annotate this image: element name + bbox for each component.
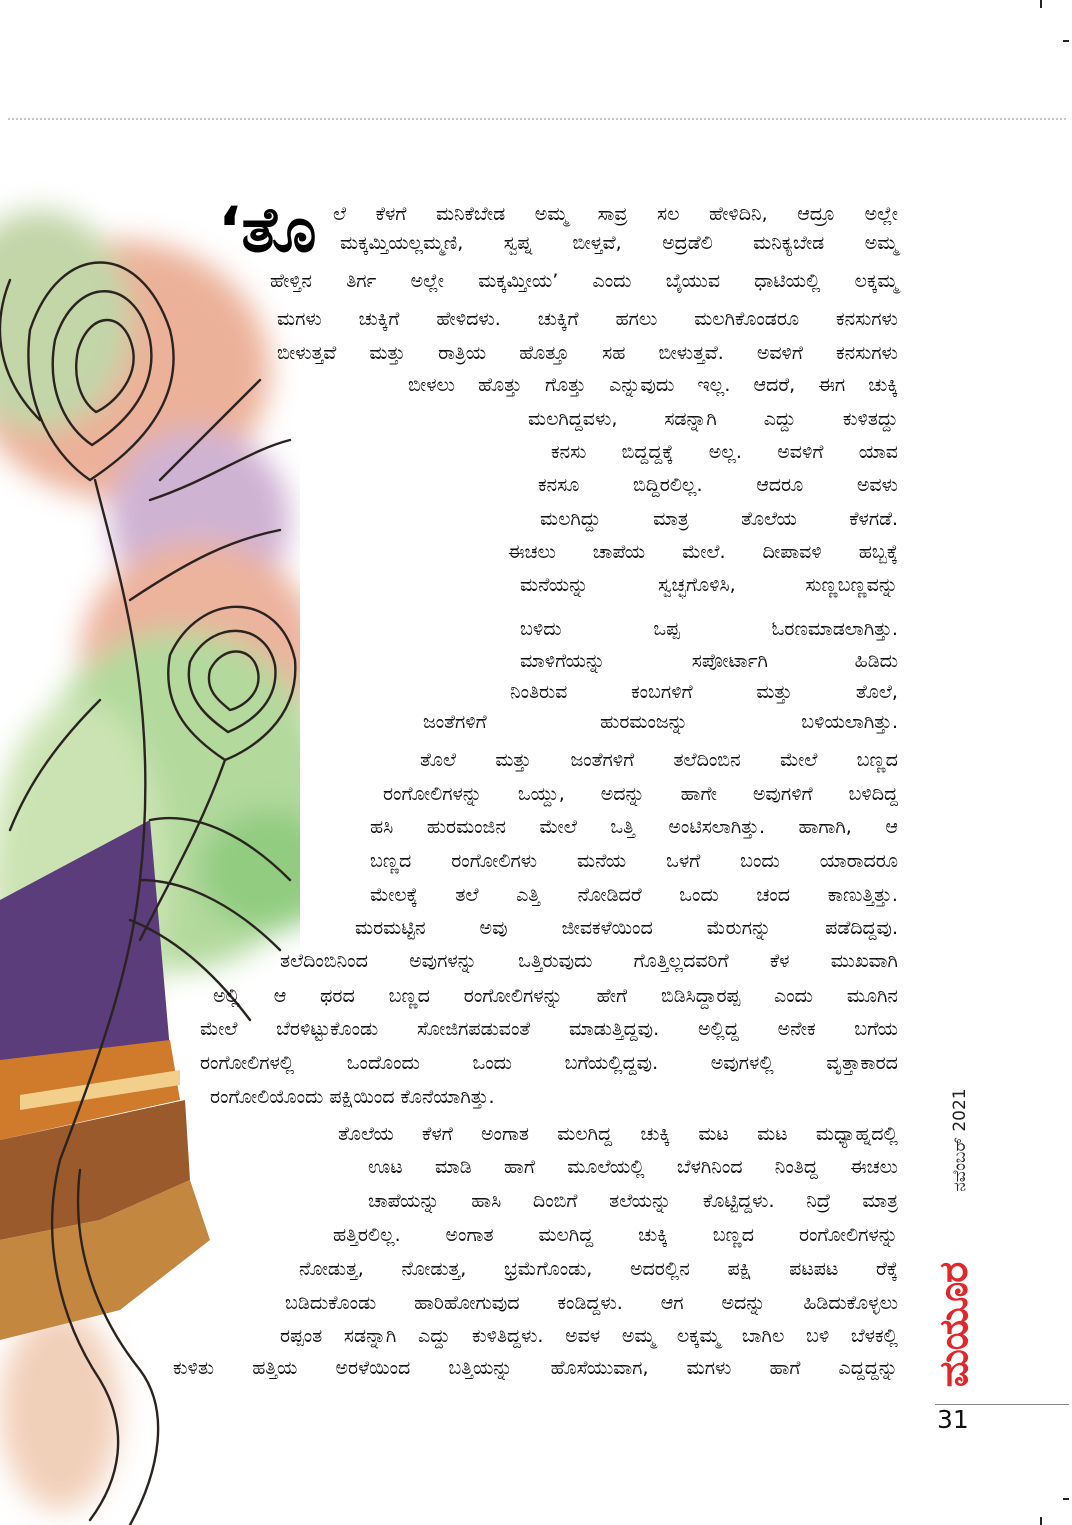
article-line: ಕನಸೂ ಬಿದ್ದಿರಲಿಲ್ಲ. ಆದರೂ ಅವಳು xyxy=(538,474,898,496)
article-line: ತಲೆದಿಂಬಿನಿಂದ ಅವುಗಳನ್ನು ಒತ್ತಿರುವುದು ಗೊತ್ತಿಲ್ಲದವರಿಗೆ ಕೆಳ ಮುಖವಾಗಿ xyxy=(280,950,898,972)
issue-date: ನವೆಂಬರ್ 2021 xyxy=(950,1088,970,1192)
article-line: ಚಾಪೆಯನ್ನು ಹಾಸಿ ದಿಂಬಿಗೆ ತಲೆಯನ್ನು ಕೊಟ್ಟಿದ್ದಳು. ನಿದ್ರೆ ಮಾತ್ರ xyxy=(368,1190,898,1212)
article-line: ಮಗಳು ಚುಕ್ಕಿಗೆ ಹೇಳಿದಳು. ಚುಕ್ಕಿಗೆ ಹಗಲು ಮಲಗಿಕೊಂಡರೂ ಕನಸುಗಳು xyxy=(277,308,898,330)
article-line: ಲೆ ಕೆಳಗೆ ಮನಿಕೆಬೇಡ ಅಮ್ಮ ಸಾವ್ರ ಸಲ ಹೇಳಿದಿನಿ, ಆದ್ರೂ ಅಲ್ಲೇ xyxy=(333,203,898,225)
article-line: ಬೀಳಲು ಹೊತ್ತು ಗೊತ್ತು ಎನ್ನುವುದು ಇಲ್ಲ. ಆದರೆ, ಈಗ ಚುಕ್ಕಿ xyxy=(408,374,898,396)
article-line: ಮರಮಟ್ಟಿನ ಅವು ಜೀವಕಳೆಯಿಂದ ಮೆರುಗನ್ನು ಪಡೆದಿದ್ದವು. xyxy=(355,917,898,939)
article-line: ಮಾಳಿಗೆಯನ್ನು ಸಪೋರ್ಟಾಗಿ ಹಿಡಿದು xyxy=(520,650,898,672)
article-line: ಜಂತೆಗಳಿಗೆ ಹುರಮಂಜನ್ನು ಬಳಿಯಲಾಗಿತ್ತು. xyxy=(423,711,898,733)
page-number: 31 xyxy=(937,1405,969,1434)
article-line: ಊಟ ಮಾಡಿ ಹಾಗೆ ಮೂಲೆಯಲ್ಲಿ ಬೆಳಗಿನಿಂದ ನಿಂತಿದ್ದ ಈಚಲು xyxy=(368,1156,898,1178)
magazine-name-block xyxy=(931,1232,977,1412)
article-line: ರಂಗೋಲಿಯೊಂದು ಪಕ್ಷಿಯಿಂದ ಕೊನೆಯಾಗಿತ್ತು. xyxy=(210,1086,495,1108)
article-line: ನಿಂತಿರುವ ಕಂಬಗಳಿಗೆ ಮತ್ತು ತೊಲೆ, xyxy=(510,681,898,703)
article-line: ಮೇಲಕ್ಕೆ ತಲೆ ಎತ್ತಿ ನೋಡಿದರೆ ಒಂದು ಚಂದ ಕಾಣುತ್ತಿತ್ತು. xyxy=(370,884,898,906)
article-line: ಈಚಲು ಚಾಪೆಯ ಮೇಲೆ. ದೀಪಾವಳಿ ಹಬ್ಬಕ್ಕೆ xyxy=(508,541,898,563)
article-line: ತೊಲೆಯ ಕೆಳಗೆ ಅಂಗಾತ ಮಲಗಿದ್ದ ಚುಕ್ಕಿ ಮಟ ಮಟ ಮಧ್ಯಾಹ್ನದಲ್ಲಿ xyxy=(338,1123,898,1145)
article-line: ಮಲಗಿದ್ದು ಮಾತ್ರ ತೊಲೆಯ ಕೆಳಗಡೆ. xyxy=(540,508,898,530)
article-line: ರಂಗೋಲಿಗಳಲ್ಲಿ ಒಂದೊಂದು ಒಂದು ಬಗೆಯಲ್ಲಿದ್ದವು. ಅವುಗಳಲ್ಲಿ ವೃತ್ತಾಕಾರದ xyxy=(200,1052,898,1074)
article-line: ಬಡಿದುಕೊಂಡು ಹಾರಿಹೋಗುವುದ ಕಂಡಿದ್ದಳು. ಆಗ ಅದನ್ನು ಹಿಡಿದುಕೊಳ್ಳಲು xyxy=(285,1292,898,1314)
article-line: ರಂಗೋಲಿಗಳನ್ನು ಒಯ್ದು, ಅದನ್ನು ಹಾಗೇ ಅವುಗಳಿಗೆ ಬಳಿದಿದ್ದ xyxy=(383,783,898,805)
article-line: ನೋಡುತ್ತ, ನೋಡುತ್ತ, ಭ್ರಮೆಗೊಂಡು, ಅದರಲ್ಲಿನ ಪಕ್ಷಿ ಪಟಪಟ ರೆಕ್ಕೆ xyxy=(299,1258,898,1280)
article-line: ಮೇಲೆ ಬೆರಳಿಟ್ಟುಕೊಂಡು ಸೋಜಿಗಪಡುವಂತೆ ಮಾಡುತ್ತಿದ್ದವು. ಅಲ್ಲಿದ್ದ ಅನೇಕ ಬಗೆಯ xyxy=(200,1018,898,1040)
magazine-name: ಮಯೂರ xyxy=(931,1262,977,1388)
article-line: ರಪ್ಪಂತ ಸಡನ್ನಾಗಿ ಎದ್ದು ಕುಳಿತಿದ್ದಳು. ಅವಳ ಅಮ್ಮ ಲಕ್ಕಮ್ಮ ಬಾಗಿಲ ಬಳಿ ಬೆಳಕಲ್ಲಿ xyxy=(280,1325,898,1347)
article-line: ಮನೆಯನ್ನು ಸ್ವಚ್ಛಗೊಳಿಸಿ, ಸುಣ್ಣಬಣ್ಣವನ್ನು xyxy=(520,574,898,596)
article-line: ಮಲಗಿದ್ದವಳು, ಸಡನ್ನಾಗಿ ಎದ್ದು ಕುಳಿತದ್ದು xyxy=(528,408,898,430)
article-line: ಹೇಳ್ತಿನ ತಿರ್ಗ ಅಲ್ಲೇ ಮಕ್ಕಮ್ತೀಯ’ ಎಂದು ಬೈಯುವ ಧಾಟಿಯಲ್ಲಿ ಲಕ್ಕಮ್ಮ xyxy=(270,270,898,292)
article-line: ಮಕ್ಕಮ್ತಿಯಲ್ಲಮ್ಮಣಿ, ಸ್ವಪ್ನ ಬೀಳ್ತವೆ, ಅದ್ರಡೆಲಿ ಮನಿಕ್ಯಬೇಡ ಅಮ್ಮ xyxy=(340,232,898,254)
drop-cap: ‘ತೊ xyxy=(218,193,317,266)
article-line: ಕುಳಿತು ಹತ್ತಿಯ ಅರಳೆಯಿಂದ ಬತ್ತಿಯನ್ನು ಹೊಸೆಯುವಾಗ, ಮಗಳು ಹಾಗೆ ಎದ್ದದ್ದನ್ನು xyxy=(173,1357,898,1379)
article-line: ಅಲ್ಲಿ ಆ ಥರದ ಬಣ್ಣದ ರಂಗೋಲಿಗಳನ್ನು ಹೇಗೆ ಬಿಡಿಸಿದ್ದಾರಪ್ಪ ಎಂದು ಮೂಗಿನ xyxy=(213,985,898,1007)
article-line: ಕನಸು ಬಿದ್ದದ್ದಕ್ಕೆ ಅಲ್ಲ. ಅವಳಿಗೆ ಯಾವ xyxy=(551,441,898,463)
article-line: ಬಳಿದು ಒಪ್ಪ ಓರಣಮಾಡಲಾಗಿತ್ತು. xyxy=(520,618,898,640)
article-line: ಹಸಿ ಹುರಮಂಜಿನ ಮೇಲೆ ಒತ್ತಿ ಅಂಟಿಸಲಾಗಿತ್ತು. ಹಾಗಾಗಿ, ಆ xyxy=(370,816,898,838)
article-line: ಬೀಳುತ್ತವೆ ಮತ್ತು ರಾತ್ರಿಯ ಹೊತ್ತೂ ಸಹ ಬೀಳುತ್ತವೆ. ಅವಳಿಗೆ ಕನಸುಗಳು xyxy=(277,342,898,364)
article-line: ಹತ್ತಿರಲಿಲ್ಲ. ಅಂಗಾತ ಮಲಗಿದ್ದ ಚುಕ್ಕಿ ಬಣ್ಣದ ರಂಗೋಲಿಗಳನ್ನು xyxy=(333,1224,898,1246)
article-line: ತೊಲೆ ಮತ್ತು ಜಂತೆಗಳಿಗೆ ತಲೆದಿಂಬಿನ ಮೇಲೆ ಬಣ್ಣದ xyxy=(420,749,898,771)
article-line: ಬಣ್ಣದ ರಂಗೋಲಿಗಳು ಮನೆಯ ಒಳಗೆ ಬಂದು ಯಾರಾದರೂ xyxy=(370,850,898,872)
